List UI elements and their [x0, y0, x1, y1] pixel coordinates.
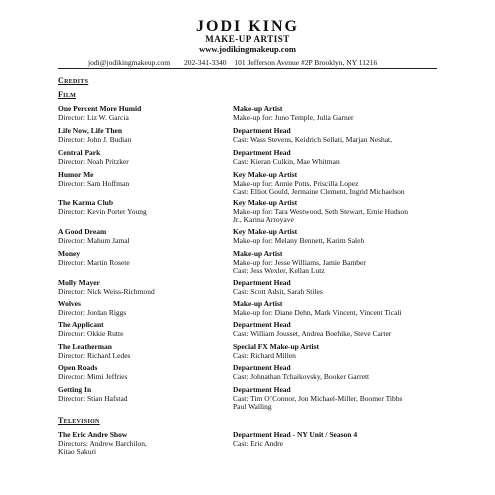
header-divider — [58, 68, 437, 69]
film-detail: Make-up for: Melany Bennett, Karim Saleh — [233, 235, 365, 245]
film-title: Money — [58, 249, 81, 258]
film-role: Key Make-up Artist — [233, 170, 298, 179]
film-role: Department Head — [233, 278, 291, 287]
film-detail: Make-up for: Tara Westwood, Seth Stewart, Ernie Hudson — [233, 206, 409, 216]
film-title: Life Now, Life Then — [58, 126, 123, 135]
film-director: Director: Kevin Porter Young — [58, 206, 147, 216]
film-role: Department Head — [233, 363, 291, 372]
film-detail: Cast: Kieran Culkin, Mae Whitman — [233, 156, 340, 166]
artist-title: MAKE-UP ARTIST — [205, 34, 290, 44]
film-title: Humor Me — [58, 170, 94, 179]
film-detail: Cast: Johnathan Tchaikovsky, Booker Garrett — [233, 371, 370, 381]
contact-line — [60, 58, 435, 67]
film-role: Department Head — [233, 385, 291, 394]
section-television: Television — [58, 416, 100, 425]
artist-name: JODI KING — [196, 18, 299, 35]
film-director: Director: Nick Weiss-Richmond — [58, 286, 155, 296]
film-title: Open Roads — [58, 363, 98, 372]
film-director: Director: John J. Budian — [58, 134, 132, 144]
tv-director-2: Kitao Sakuri — [58, 447, 97, 456]
film-role: Make-up Artist — [233, 299, 283, 308]
film-detail: Make-up for: Juno Temple, Julia Garner — [233, 112, 354, 122]
film-director: Director: Richard Ledes — [58, 350, 131, 360]
film-role: Department Head — [233, 126, 291, 135]
film-title: The Leatherman — [58, 342, 112, 351]
phone-number: 202-341-3340 — [183, 58, 227, 67]
film-detail-2: Cast: Jess Wexler, Kellan Lutz — [233, 266, 325, 275]
film-detail: Cast: Tim O’Connor, Jon Michael-Miller, Boomer Tibbs — [233, 393, 403, 403]
film-title: Wolves — [58, 299, 81, 308]
film-title: Central Park — [58, 148, 101, 157]
film-role: Make-up Artist — [233, 249, 283, 258]
film-detail-2: Paul Walling — [233, 402, 272, 411]
email-link[interactable]: jodi@jodikingmakeup.com — [88, 58, 171, 67]
film-director: Director: Mahum Jamal — [58, 235, 130, 245]
film-detail: Cast: Wass Stevens, Keidrich Sellati, Marjan Neshat, — [233, 134, 393, 144]
film-role: Make-up Artist — [233, 104, 283, 113]
tv-director: Directors: Andrew Barchilon, — [58, 438, 147, 448]
film-role: Department Head — [233, 320, 291, 329]
tv-title: The Eric Andre Show — [58, 430, 128, 439]
website-link[interactable]: www.jodikingmakeup.com — [199, 44, 296, 54]
film-role: Key Make-up Artist — [233, 198, 298, 207]
film-title: A Good Dream — [58, 227, 107, 236]
section-film: Film — [58, 90, 77, 99]
film-director: Director: Stian Hafstad — [58, 393, 128, 403]
film-director: Director: Mimi Jeffries — [58, 371, 128, 381]
film-role: Key Make-up Artist — [233, 227, 298, 236]
film-detail: Make-up for: Annie Potts, Priscilla Lopez — [233, 178, 359, 188]
film-role: Department Head — [233, 148, 291, 157]
film-detail-2: Jr., Karina Arroyave — [233, 215, 294, 224]
film-director: Director: Martin Rosete — [58, 257, 130, 267]
film-director: Director: Jordan Riggs — [58, 307, 127, 317]
film-detail: Cast: Richard Millen — [233, 350, 296, 360]
film-detail-2: Cast: Elliot Gould, Jermaine Clement, Ingrid Michaelson — [233, 187, 405, 196]
film-title: Molly Mayer — [58, 278, 100, 287]
film-title: The Applicant — [58, 320, 104, 329]
address: 101 Jefferson Avenue #2P Brooklyn, NY 11216 — [234, 58, 378, 67]
film-director: Director: Okkie Rutte — [58, 328, 124, 338]
film-title: One Percent More Humid — [58, 104, 142, 113]
film-director: Director: Liz W. Garcia — [58, 112, 129, 122]
film-detail: Cast: Scott Adsit, Sarah Stiles — [233, 286, 323, 296]
film-detail: Cast: William Jousset, Andrea Boehike, Steve Carter — [233, 328, 392, 338]
film-director: Director: Sam Hoffman — [58, 178, 130, 188]
film-detail: Make-up for: Jesse Williams, Jamie Bamber — [233, 257, 366, 267]
film-title: Getting In — [58, 385, 92, 394]
film-detail: Make-up for: Diane Dehn, Mark Vincent, Vincent Ticali — [233, 307, 402, 317]
tv-role: Department Head - NY Unit / Season 4 — [233, 430, 358, 439]
tv-detail: Cast: Eric Andre — [233, 438, 283, 448]
film-director: Director: Noah Pritzker — [58, 156, 129, 166]
section-credits: Credits — [58, 76, 89, 85]
film-title: The Karma Club — [58, 198, 114, 207]
film-role: Special FX Make-up Artist — [233, 342, 320, 351]
